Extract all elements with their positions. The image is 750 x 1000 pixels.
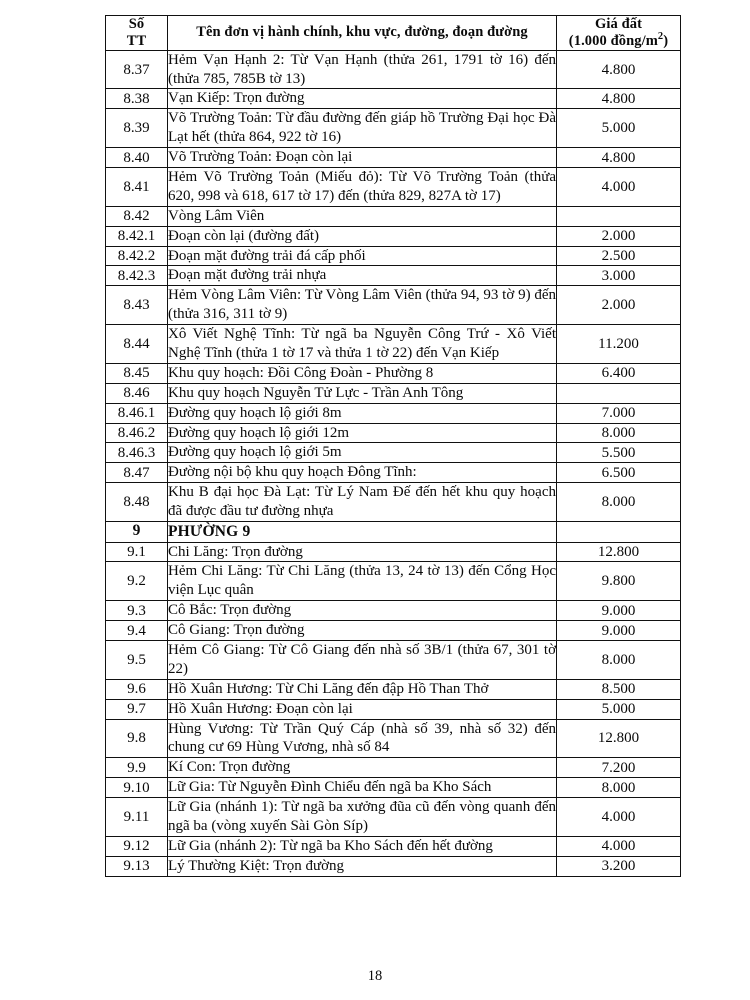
cell-price: 4.800 <box>557 89 681 109</box>
table-row <box>106 719 681 758</box>
cell-name: Hùng Vương: Từ Trần Quý Cáp (nhà số 39, nhà số 32) đến chung cư 69 Hùng Vương, nhà số 84 <box>168 719 557 758</box>
cell-stt: 9.6 <box>106 679 168 699</box>
table-row <box>106 443 681 463</box>
cell-price: 8.000 <box>557 423 681 443</box>
cell-stt: 8.42.1 <box>106 226 168 246</box>
cell-name: Chi Lăng: Trọn đường <box>168 542 557 562</box>
cell-stt: 8.46.1 <box>106 403 168 423</box>
column-header-price-line1: Giá đất <box>594 16 643 32</box>
cell-stt: 9.1 <box>106 542 168 562</box>
column-header-stt <box>106 16 168 51</box>
column-header-name: Tên đơn vị hành chính, khu vực, đường, đoạn đường <box>168 16 557 51</box>
cell-price: 2.500 <box>557 246 681 266</box>
cell-stt: 8.47 <box>106 463 168 483</box>
table-row <box>106 246 681 266</box>
table-row <box>106 798 681 837</box>
cell-name: Kí Con: Trọn đường <box>168 758 557 778</box>
column-header-stt-line2: TT <box>126 32 147 49</box>
cell-price: 12.800 <box>557 719 681 758</box>
cell-price <box>557 383 681 403</box>
cell-price: 4.000 <box>557 167 681 206</box>
cell-price: 3.200 <box>557 856 681 876</box>
table-row <box>106 778 681 798</box>
land-price-table <box>105 15 681 877</box>
cell-name: Khu quy hoạch: Đồi Công Đoàn - Phường 8 <box>168 363 557 383</box>
table-row <box>106 699 681 719</box>
cell-name: Lữ Gia: Từ Nguyễn Đình Chiểu đến ngã ba Kho Sách <box>168 778 557 798</box>
price-unit-suffix: ) <box>663 32 669 49</box>
table-row <box>106 522 681 543</box>
cell-price <box>557 206 681 226</box>
table-row <box>106 836 681 856</box>
cell-price: 8.000 <box>557 483 681 522</box>
cell-price: 8.500 <box>557 679 681 699</box>
cell-price: 6.400 <box>557 363 681 383</box>
cell-stt: 8.37 <box>106 50 168 89</box>
table-row <box>106 383 681 403</box>
price-unit-prefix: (1.000 đồng/m <box>568 32 658 49</box>
cell-stt: 8.42 <box>106 206 168 226</box>
cell-price: 7.000 <box>557 403 681 423</box>
cell-name: Đoạn mặt đường trải đá cấp phối <box>168 246 557 266</box>
cell-stt: 8.39 <box>106 109 168 148</box>
cell-stt: 8.48 <box>106 483 168 522</box>
cell-name: Hồ Xuân Hương: Từ Chi Lăng đến đập Hồ Than Thở <box>168 679 557 699</box>
table-row <box>106 89 681 109</box>
cell-name: Hẻm Vòng Lâm Viên: Từ Vòng Lâm Viên (thửa 94, 93 tờ 9) đến (thửa 316, 311 tờ 9) <box>168 286 557 325</box>
table-row <box>106 601 681 621</box>
cell-name: Khu B đại học Đà Lạt: Từ Lý Nam Đế đến hết khu quy hoạch đã được đầu tư đường nhựa <box>168 483 557 522</box>
cell-name: Đường quy hoạch lộ giới 5m <box>168 443 557 463</box>
cell-name: Võ Trường Toản: Từ đầu đường đến giáp hồ Trường Đại học Đà Lạt hết (thửa 864, 922 tờ 16) <box>168 109 557 148</box>
cell-stt: 8.44 <box>106 325 168 364</box>
cell-name: Hẻm Vạn Hạnh 2: Từ Vạn Hạnh (thửa 261, 1791 tờ 16) đến (thửa 785, 785B tờ 13) <box>168 50 557 89</box>
cell-price: 2.000 <box>557 286 681 325</box>
cell-price: 5.000 <box>557 109 681 148</box>
cell-name: Hồ Xuân Hương: Đoạn còn lại <box>168 699 557 719</box>
cell-price: 12.800 <box>557 542 681 562</box>
cell-stt: 9.8 <box>106 719 168 758</box>
cell-name: Lữ Gia (nhánh 2): Từ ngã ba Kho Sách đến hết đường <box>168 836 557 856</box>
table-header <box>106 16 681 51</box>
table-row <box>106 206 681 226</box>
table-row <box>106 856 681 876</box>
cell-name: Võ Trường Toản: Đoạn còn lại <box>168 148 557 168</box>
table-row <box>106 463 681 483</box>
cell-price: 9.800 <box>557 562 681 601</box>
cell-name: Hẻm Cô Giang: Từ Cô Giang đến nhà số 3B/1 (thửa 67, 301 tờ 22) <box>168 640 557 679</box>
table-row <box>106 758 681 778</box>
cell-stt: 8.42.3 <box>106 266 168 286</box>
price-unit-superscript: 2 <box>657 30 664 42</box>
cell-stt: 8.43 <box>106 286 168 325</box>
table-row <box>106 325 681 364</box>
cell-stt: 9.13 <box>106 856 168 876</box>
cell-price: 9.000 <box>557 601 681 621</box>
cell-stt: 8.46.2 <box>106 423 168 443</box>
cell-price: 5.000 <box>557 699 681 719</box>
cell-stt: 9.5 <box>106 640 168 679</box>
cell-stt: 9 <box>106 522 168 543</box>
cell-stt: 9.4 <box>106 621 168 641</box>
table-row <box>106 483 681 522</box>
cell-name: Xô Viết Nghệ Tĩnh: Từ ngã ba Nguyễn Công Trứ - Xô Viết Nghệ Tĩnh (thửa 1 tờ 17 và thửa 1 tờ 22) đến Vạn Kiếp <box>168 325 557 364</box>
cell-stt: 8.45 <box>106 363 168 383</box>
table-body <box>106 50 681 876</box>
cell-name: PHƯỜNG 9 <box>168 522 557 543</box>
cell-name: Lý Thường Kiệt: Trọn đường <box>168 856 557 876</box>
column-header-price-unit <box>568 30 669 49</box>
table-row <box>106 109 681 148</box>
cell-stt: 9.2 <box>106 562 168 601</box>
cell-stt: 8.41 <box>106 167 168 206</box>
column-header-stt-line1: Số <box>128 16 145 32</box>
table-row <box>106 562 681 601</box>
table-row <box>106 167 681 206</box>
table-header-row <box>106 16 681 51</box>
cell-price: 4.000 <box>557 798 681 837</box>
cell-name: Đường quy hoạch lộ giới 8m <box>168 403 557 423</box>
cell-price: 8.000 <box>557 640 681 679</box>
cell-stt: 9.7 <box>106 699 168 719</box>
cell-name: Hẻm Võ Trường Toản (Miếu đỏ): Từ Võ Trường Toản (thửa 620, 998 và 618, 617 tờ 17) đến (thửa 829, 827A tờ 17) <box>168 167 557 206</box>
cell-price: 4.800 <box>557 148 681 168</box>
cell-price: 7.200 <box>557 758 681 778</box>
cell-name: Vòng Lâm Viên <box>168 206 557 226</box>
cell-price: 3.000 <box>557 266 681 286</box>
cell-price: 11.200 <box>557 325 681 364</box>
table-row <box>106 286 681 325</box>
cell-price: 4.000 <box>557 836 681 856</box>
table-row <box>106 363 681 383</box>
table-row <box>106 266 681 286</box>
table-row <box>106 640 681 679</box>
column-header-price <box>557 16 681 51</box>
cell-name: Vạn Kiếp: Trọn đường <box>168 89 557 109</box>
cell-stt: 9.10 <box>106 778 168 798</box>
cell-price: 9.000 <box>557 621 681 641</box>
cell-name: Đường nội bộ khu quy hoạch Đông Tĩnh: <box>168 463 557 483</box>
table-row <box>106 148 681 168</box>
cell-stt: 8.40 <box>106 148 168 168</box>
table-row <box>106 226 681 246</box>
cell-stt: 9.12 <box>106 836 168 856</box>
cell-stt: 9.11 <box>106 798 168 837</box>
cell-name: Cô Giang: Trọn đường <box>168 621 557 641</box>
cell-price: 8.000 <box>557 778 681 798</box>
table-row <box>106 621 681 641</box>
table-row <box>106 542 681 562</box>
table-row <box>106 423 681 443</box>
cell-name: Đoạn còn lại (đường đất) <box>168 226 557 246</box>
cell-stt: 8.46.3 <box>106 443 168 463</box>
table-row <box>106 679 681 699</box>
cell-price: 5.500 <box>557 443 681 463</box>
cell-stt: 9.3 <box>106 601 168 621</box>
cell-name: Cô Bắc: Trọn đường <box>168 601 557 621</box>
cell-stt: 9.9 <box>106 758 168 778</box>
page-number: 18 <box>367 968 383 984</box>
cell-name: Khu quy hoạch Nguyễn Tử Lực - Trần Anh Tông <box>168 383 557 403</box>
cell-price <box>557 522 681 543</box>
cell-price: 4.800 <box>557 50 681 89</box>
cell-name: Đường quy hoạch lộ giới 12m <box>168 423 557 443</box>
cell-stt: 8.46 <box>106 383 168 403</box>
cell-name: Đoạn mặt đường trải nhựa <box>168 266 557 286</box>
cell-stt: 8.42.2 <box>106 246 168 266</box>
table-row <box>106 403 681 423</box>
cell-stt: 8.38 <box>106 89 168 109</box>
cell-name: Lữ Gia (nhánh 1): Từ ngã ba xưởng đũa cũ đến vòng quanh đến ngã ba (vòng xuyến Sài Gòn Síp) <box>168 798 557 837</box>
cell-price: 6.500 <box>557 463 681 483</box>
cell-name: Hẻm Chi Lăng: Từ Chi Lăng (thửa 13, 24 tờ 13) đến Cổng Học viện Lục quân <box>168 562 557 601</box>
cell-price: 2.000 <box>557 226 681 246</box>
table-row <box>106 50 681 89</box>
